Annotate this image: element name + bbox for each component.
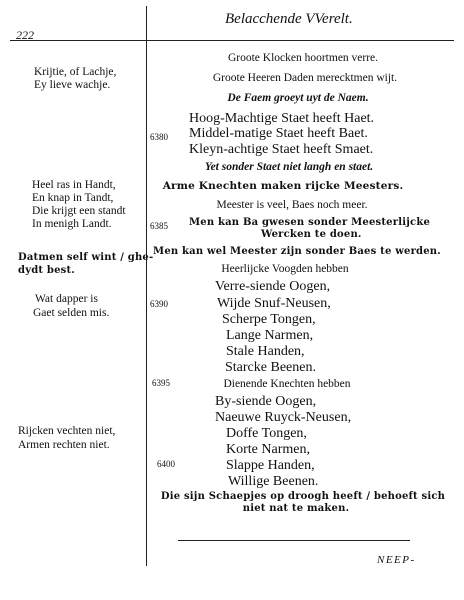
header-rule [10,40,454,41]
verse-line: Hoog-Machtige Staet heeft Haet. [189,111,375,126]
margin-note-line: Rijcken vechten niet, [18,425,116,437]
column-divider [146,6,147,566]
verse-line: Starcke Beenen. [225,360,316,375]
verse-line: Meester is veel, Baes noch meer. [216,199,368,211]
margin-note-line: In menigh Landt. [32,218,112,230]
verse-line: Arme Knechten maken rijcke Meesters. [162,180,404,192]
verse-line: Middel-matige Staet heeft Baet. [189,126,368,141]
verse-line: Stale Handen, [226,344,305,359]
verse-line: Heerlijcke Voogden hebben [221,263,349,275]
margin-note-line: dydt best. [18,265,75,276]
line-number: 6395 [152,378,170,388]
verse-line: Wijde Snuf-Neusen, [217,296,331,311]
line-number: 6390 [150,299,168,309]
verse-line: Die sijn Schaepjes op droogh heeft / behoeft sich [160,491,446,502]
margin-note-line: Heel ras in Handt, [32,179,116,191]
line-number: 6385 [150,221,168,231]
catchword: NEEP- [377,554,416,566]
verse-line: Groote Heeren Daden merecktmen wijt. [212,72,398,84]
verse-line: Slappe Handen, [226,458,315,473]
margin-note-line: Die krijgt een standt [32,205,126,217]
line-number: 6400 [157,459,175,469]
verse-line: Kleyn-achtige Staet heeft Smaet. [189,142,374,157]
verse-line: Willige Beenen. [228,474,319,489]
margin-note-line: Datmen self wint / ghe- [18,252,154,263]
verse-line: Men kan wel Meester zijn sonder Baes te werden. [153,246,441,257]
page-number: 222 [16,28,34,42]
footer-rule [178,540,410,541]
verse-line: niet nat te maken. [242,503,350,514]
line-number: 6380 [150,132,168,142]
margin-note-line: Gaet selden mis. [33,307,110,319]
verse-line: Lange Narmen, [226,328,314,343]
margin-note-line: Armen rechten niet. [18,439,110,451]
verse-line: De Faem groeyt uyt de Naem. [227,92,369,104]
margin-note-line: Krijtie, of Lachje, [34,66,117,78]
verse-line: Yet sonder Staet niet langh en staet. [204,161,374,173]
running-title: Belacchende VVerelt. [225,11,353,27]
verse-line: Men kan Ba gwesen sonder Meesterlijcke [189,217,431,228]
margin-note-line: En knap in Tandt, [32,192,114,204]
verse-line: Korte Narmen, [226,442,310,457]
verse-line: Groote Klocken hoortmen verre. [227,52,379,64]
margin-note-line: Ey lieve wachje. [34,79,111,91]
verse-line: Naeuwe Ruyck-Neusen, [215,410,352,425]
verse-line: Wercken te doen. [261,229,362,240]
verse-line: Verre-siende Oogen, [215,279,331,294]
verse-line: Doffe Tongen, [226,426,307,441]
verse-line: Dienende Knechten hebben [223,378,351,390]
verse-line: By-siende Oogen, [215,394,317,409]
margin-note-line: Wat dapper is [35,293,98,305]
verse-line: Scherpe Tongen, [222,312,316,327]
